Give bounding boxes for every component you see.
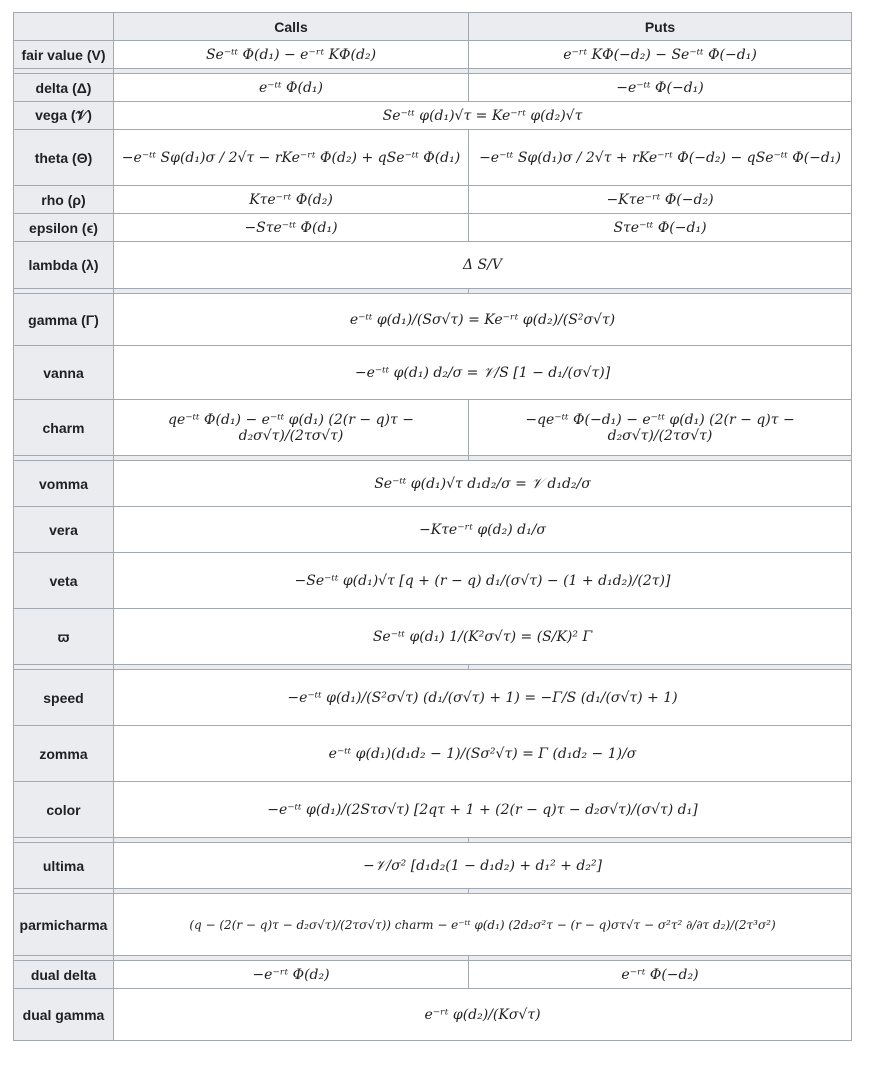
row-vera: [14, 507, 852, 553]
rho-call: Kτe⁻ʳᵗ Φ(d₂): [114, 186, 469, 214]
parmicharma-label: parmicharma: [14, 894, 114, 956]
puts-header: Puts: [469, 13, 852, 41]
veta-label: veta: [14, 553, 114, 609]
vera-value: −Kτe⁻ʳᵗ φ(d₂) d₁/σ: [114, 507, 852, 553]
row-charm: [14, 400, 852, 456]
ultima-label: ultima: [14, 843, 114, 889]
zomma-value: e⁻ᵗᵗ φ(d₁)(d₁d₂ − 1)/(Sσ²√τ) = Γ (d₁d₂ − 1)/σ: [114, 726, 852, 782]
delta-label: delta (Δ): [14, 74, 114, 102]
rho-put: −Kτe⁻ʳᵗ Φ(−d₂): [469, 186, 852, 214]
lambda-label: lambda (λ): [14, 242, 114, 289]
epsilon-label: epsilon (ϵ): [14, 214, 114, 242]
epsilon-put: Sτe⁻ᵗᵗ Φ(−d₁): [469, 214, 852, 242]
fair-value-label: fair value (V): [14, 41, 114, 69]
veta-value: −Se⁻ᵗᵗ φ(d₁)√τ [q + (r − q) d₁/(σ√τ) − (1 + d₁d₂)/(2τ)]: [114, 553, 852, 609]
delta-call: e⁻ᵗᵗ Φ(d₁): [114, 74, 469, 102]
dual-delta-label: dual delta: [14, 961, 114, 989]
dual-gamma-label: dual gamma: [14, 989, 114, 1041]
row-dual-gamma: [14, 989, 852, 1041]
charm-call: qe⁻ᵗᵗ Φ(d₁) − e⁻ᵗᵗ φ(d₁) (2(r − q)τ − d₂σ√τ)/(2τσ√τ): [114, 400, 469, 456]
fair-value-put: e⁻ʳᵗ KΦ(−d₂) − Se⁻ᵗᵗ Φ(−d₁): [469, 41, 852, 69]
row-varpi: [14, 609, 852, 665]
dual-gamma-value: e⁻ʳᵗ φ(d₂)/(Kσ√τ): [114, 989, 852, 1041]
row-color: [14, 782, 852, 838]
vega-value: Se⁻ᵗᵗ φ(d₁)√τ = Ke⁻ʳᵗ φ(d₂)√τ: [114, 102, 852, 130]
speed-label: speed: [14, 670, 114, 726]
theta-call: −e⁻ᵗᵗ Sφ(d₁)σ / 2√τ − rKe⁻ʳᵗ Φ(d₂) + qSe⁻ᵗᵗ Φ(d₁): [114, 130, 469, 186]
row-vomma: [14, 461, 852, 507]
row-lambda: [14, 242, 852, 289]
row-rho: [14, 186, 852, 214]
row-ultima: [14, 843, 852, 889]
vega-label: vega (𝒱): [14, 102, 114, 130]
fair-value-call: Se⁻ᵗᵗ Φ(d₁) − e⁻ʳᵗ KΦ(d₂): [114, 41, 469, 69]
rho-label: rho (ρ): [14, 186, 114, 214]
varpi-value: Se⁻ᵗᵗ φ(d₁) 1/(K²σ√τ) = (S/K)² Γ: [114, 609, 852, 665]
vanna-value: −e⁻ᵗᵗ φ(d₁) d₂/σ = 𝒱/S [1 − d₁/(σ√τ)]: [114, 346, 852, 400]
lambda-value: Δ S/V: [114, 242, 852, 289]
charm-put: −qe⁻ᵗᵗ Φ(−d₁) − e⁻ᵗᵗ φ(d₁) (2(r − q)τ − d₂σ√τ)/(2τσ√τ): [469, 400, 852, 456]
vomma-value: Se⁻ᵗᵗ φ(d₁)√τ d₁d₂/σ = 𝒱 d₁d₂/σ: [114, 461, 852, 507]
row-gamma: [14, 294, 852, 346]
row-zomma: [14, 726, 852, 782]
calls-header: Calls: [114, 13, 469, 41]
corner-cell: [14, 13, 114, 41]
row-speed: [14, 670, 852, 726]
ultima-value: −𝒱/σ² [d₁d₂(1 − d₁d₂) + d₁² + d₂²]: [114, 843, 852, 889]
theta-put: −e⁻ᵗᵗ Sφ(d₁)σ / 2√τ + rKe⁻ʳᵗ Φ(−d₂) − qSe⁻ᵗᵗ Φ(−d₁): [469, 130, 852, 186]
row-theta: [14, 130, 852, 186]
vanna-label: vanna: [14, 346, 114, 400]
gamma-label: gamma (Γ): [14, 294, 114, 346]
varpi-label: ϖ: [14, 609, 114, 665]
row-veta: [14, 553, 852, 609]
dual-delta-call: −e⁻ʳᵗ Φ(d₂): [114, 961, 469, 989]
row-parmicharma: [14, 894, 852, 956]
header-row: [14, 13, 852, 41]
row-delta: [14, 74, 852, 102]
row-epsilon: [14, 214, 852, 242]
charm-label: charm: [14, 400, 114, 456]
row-vega: [14, 102, 852, 130]
row-dual-delta: [14, 961, 852, 989]
speed-value: −e⁻ᵗᵗ φ(d₁)/(S²σ√τ) (d₁/(σ√τ) + 1) = −Γ/S (d₁/(σ√τ) + 1): [114, 670, 852, 726]
vera-label: vera: [14, 507, 114, 553]
row-fair-value: [14, 41, 852, 69]
gamma-value: e⁻ᵗᵗ φ(d₁)/(Sσ√τ) = Ke⁻ʳᵗ φ(d₂)/(S²σ√τ): [114, 294, 852, 346]
vomma-label: vomma: [14, 461, 114, 507]
row-vanna: [14, 346, 852, 400]
delta-put: −e⁻ᵗᵗ Φ(−d₁): [469, 74, 852, 102]
theta-label: theta (Θ): [14, 130, 114, 186]
color-value: −e⁻ᵗᵗ φ(d₁)/(2Sτσ√τ) [2qτ + 1 + (2(r − q)τ − d₂σ√τ)/(σ√τ) d₁]: [114, 782, 852, 838]
color-label: color: [14, 782, 114, 838]
zomma-label: zomma: [14, 726, 114, 782]
parmicharma-value: (q − (2(r − q)τ − d₂σ√τ)/(2τσ√τ)) charm − e⁻ᵗᵗ φ(d₁) (2d₂σ²τ − (r − q)στ√τ − σ²τ² ∂/∂τ d₂)/(2τ³σ²): [114, 894, 852, 956]
dual-delta-put: e⁻ʳᵗ Φ(−d₂): [469, 961, 852, 989]
epsilon-call: −Sτe⁻ᵗᵗ Φ(d₁): [114, 214, 469, 242]
greeks-table: [13, 12, 852, 1041]
